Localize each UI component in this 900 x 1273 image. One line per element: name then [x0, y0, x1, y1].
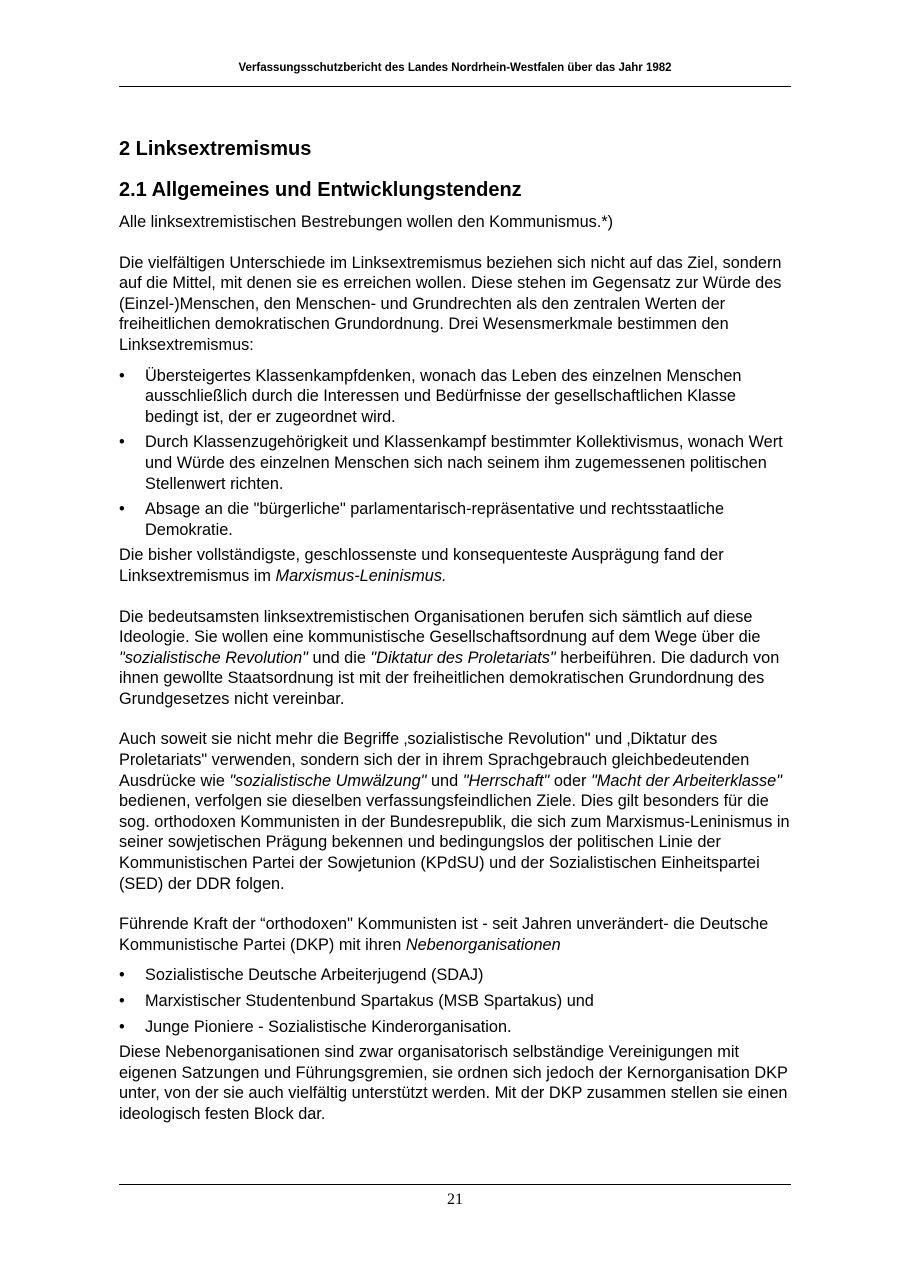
list-item: [119, 499, 791, 540]
bullet-icon: •: [119, 966, 125, 985]
bullet-icon: •: [119, 992, 125, 1010]
organisations-list: [119, 965, 791, 1037]
page-body: [119, 135, 791, 1125]
paragraph-marxism: Die bisher vollständigste, geschlossenste und konsequenteste Ausprägung fand der Linksextremismus im Marxismus-Leninismus.: [119, 546, 724, 585]
bullet-icon: •: [119, 366, 125, 385]
list-item-text: Übersteigertes Klassenkampfdenken, wonach das Leben des einzelnen Menschen ausschließlich durch die Interessen und Bedürfnisse der gesellschaftlichen Klasse bedingt ist, der er zugeordnet wird.: [145, 366, 742, 426]
list-item-text: Absage an die "bürgerliche" parlamentarisch-repräsentative und rechtsstaatliche Demokratie.: [145, 500, 725, 539]
list-item: [119, 991, 791, 1012]
list-item-text: Durch Klassenzugehörigkeit und Klassenkampf bestimmter Kollektivismus, wonach Wert und Würde des einzelnen Menschen sich nach seinem ihm zugemessenen politischen Stellenwert richten.: [145, 433, 783, 493]
paragraph-intro: Alle linksextremistischen Bestrebungen wollen den Kommunismus.*): [119, 213, 614, 231]
list-item: [119, 432, 791, 494]
bullet-icon: •: [119, 1017, 125, 1036]
paragraph-conclusion: Diese Nebenorganisationen sind zwar organisatorisch selbständige Vereinigungen mit eigenen Satzungen und Führungsgremien, sie ordnen sich jedoch der Kernorganisation DKP unter, von der sie auch vielfältig unterstützt werden. Mit der DKP zusammen stellen sie einen ideologisch festen Block dar.: [119, 1043, 788, 1123]
list-item-text: Sozialistische Deutsche Arbeiterjugend (SDAJ): [145, 966, 484, 985]
paragraph-organisations: Die bedeutsamsten linksextremistischen Organisationen berufen sich sämtlich auf diese Ideologie. Sie wollen eine kommunistische Gesellschaftsordnung auf dem Wege über die "sozialistische Revolution" und die "Diktatur des Proletariats" herbeiführen. Die dadurch von ihnen gewollte Staatsordnung ist mit der freiheitlichen demokratischen Grundordnung des Grundgesetzes nicht vereinbar.: [119, 607, 780, 708]
list-item: [119, 366, 791, 428]
list-item: [119, 1017, 791, 1038]
bullet-icon: •: [119, 433, 125, 452]
paragraph-differences: Die vielfältigen Unterschiede im Linksextremismus beziehen sich nicht auf das Ziel, sondern auf die Mittel, mit denen sie es erreichen wollen. Diese stehen im Gegensatz zur Würde des (Einzel-)Menschen, den Menschen- und Grundrechten als den zentralen Werten der freiheitlichen demokratischen Grundordnung. Drei Wesensmerkmale bestimmen den Linksextremismus:: [119, 253, 782, 354]
header-rule: [119, 86, 791, 87]
paragraph-dkp: Führende Kraft der “orthodoxen" Kommunisten ist - seit Jahren unverändert- die Deutsche Kommunistische Partei (DKP) mit ihren Nebenorganisationen: [119, 915, 769, 954]
characteristics-list: [119, 366, 791, 541]
section-title: 2.1 Allgemeines und Entwicklungstendenz: [119, 179, 522, 201]
footer-rule: [119, 1184, 791, 1185]
list-item: [119, 965, 791, 986]
running-header: Verfassungsschutzbericht des Landes Nordrhein-Westfalen über das Jahr 1982: [238, 62, 672, 74]
chapter-title: 2 Linksextremismus: [119, 138, 312, 160]
page-number: 21: [447, 1191, 463, 1208]
list-item-text: Marxistischer Studentenbund Spartakus (MSB Spartakus) und: [145, 992, 594, 1010]
paragraph-terminology: Auch soweit sie nicht mehr die Begriffe ‚sozialistische Revolution" und ‚Diktatur des Proletariats" verwenden, sondern sich der in ihrem Sprachgebrauch gleichbedeutenden Ausdrücke wie "sozialistische Umwälzung" und "Herrschaft" oder "Macht der Arbeiterklasse" bedienen, verfolgen sie dieselben verfassungsfeindlichen Ziele. Dies gilt besonders für die sog. orthodoxen Kommunisten in der Bundesrepublik, die sich zum Marxismus-Leninismus in seiner sowjetischen Prägung bekennen und bedingungslos der politischen Linie der Kommunistischen Partei der Sowjetunion (KPdSU) und der Sozialistischen Einheitspartei (SED) der DDR folgen.: [119, 730, 790, 893]
bullet-icon: •: [119, 500, 125, 519]
list-item-text: Junge Pioniere - Sozialistische Kinderorganisation.: [145, 1017, 512, 1036]
